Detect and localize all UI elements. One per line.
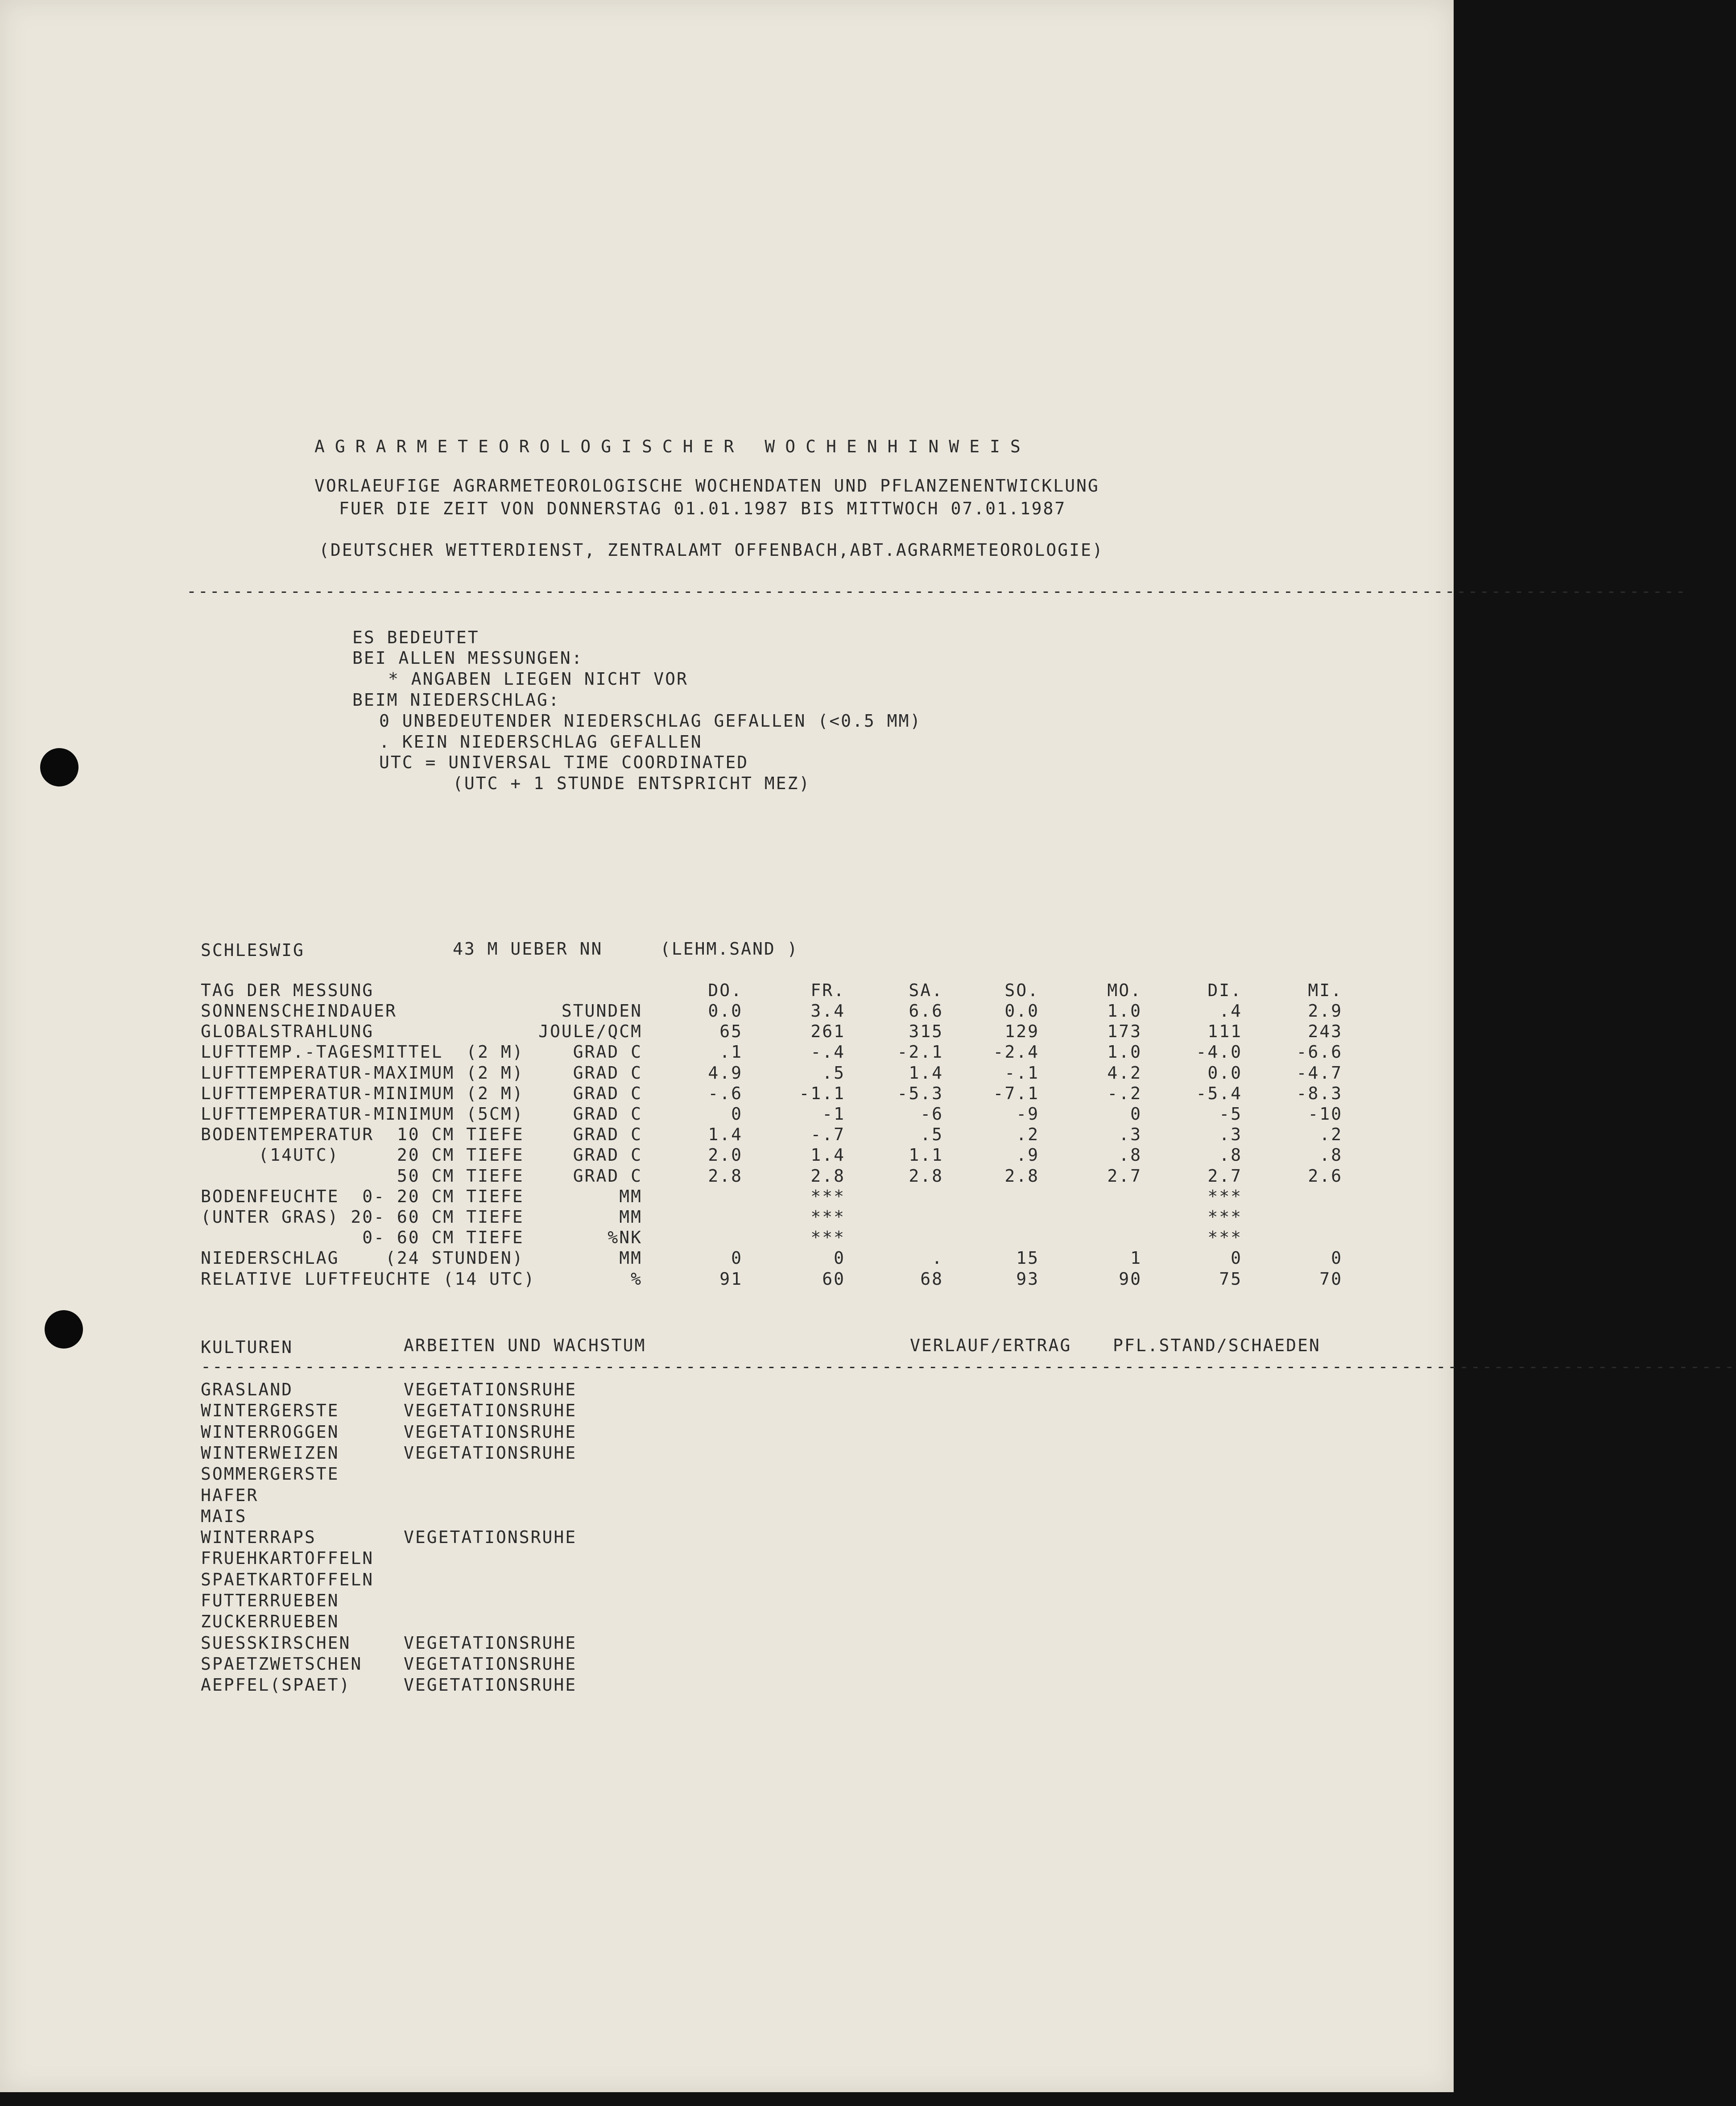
- table-row-label: LUFTTEMPERATUR-MINIMUM (2 M): [201, 1084, 524, 1103]
- table-cell: -8.3: [1296, 1084, 1343, 1103]
- table-row-unit: GRAD C: [573, 1063, 642, 1083]
- table-row-label: SONNENSCHEINDAUER: [201, 1001, 397, 1021]
- period-line: FUER DIE ZEIT VON DONNERSTAG 01.01.1987 BIS MITTWOCH 07.01.1987: [339, 499, 1066, 518]
- day-header: FR.: [810, 981, 845, 1000]
- table-cell: .3: [1119, 1125, 1142, 1144]
- table-cell: 2.0: [708, 1145, 743, 1165]
- crop-status: VEGETATIONSRUHE: [404, 1443, 577, 1463]
- table-cell: .5: [822, 1063, 845, 1083]
- table-row-label: LUFTTEMP.-TAGESMITTEL (2 M): [201, 1042, 524, 1062]
- crop-status: VEGETATIONSRUHE: [404, 1675, 577, 1695]
- table-cell: -2.1: [897, 1042, 943, 1062]
- crop-status: VEGETATIONSRUHE: [404, 1380, 577, 1399]
- table-cell: -10: [1308, 1104, 1343, 1124]
- table-cell: 0: [731, 1248, 743, 1268]
- table-cell: -.7: [810, 1125, 845, 1144]
- legend-line: 0 UNBEDEUTENDER NIEDERSCHLAG GEFALLEN (<0.5 MM): [379, 711, 922, 731]
- table-row-unit: MM: [619, 1248, 642, 1268]
- divider-top: ----------------------------------------------------------------------------------------------------------------------------------: [186, 581, 1687, 601]
- table-cell: -1.1: [799, 1084, 845, 1103]
- day-header: SA.: [909, 981, 943, 1000]
- table-cell: 2.7: [1207, 1166, 1242, 1186]
- station-elevation: 43 M UEBER NN: [453, 939, 603, 959]
- table-row-unit: GRAD C: [573, 1145, 642, 1165]
- table-row-unit: GRAD C: [573, 1042, 642, 1062]
- table-cell: .: [932, 1248, 943, 1268]
- table-cell: 111: [1207, 1022, 1242, 1041]
- table-cell: 0: [1130, 1104, 1142, 1124]
- table-cell: .2: [1319, 1125, 1343, 1144]
- table-cell: .3: [1219, 1125, 1242, 1144]
- table-row-label: 0- 60 CM TIEFE: [201, 1228, 524, 1247]
- crop-name: WINTERGERSTE: [201, 1401, 339, 1420]
- table-row-unit: MM: [619, 1207, 642, 1227]
- table-cell: .5: [920, 1125, 943, 1144]
- crop-name: AEPFEL(SPAET): [201, 1675, 351, 1695]
- table-cell: 0: [731, 1104, 743, 1124]
- source-line: (DEUTSCHER WETTERDIENST, ZENTRALAMT OFFENBACH,ABT.AGRARMETEOROLOGIE): [319, 540, 1104, 560]
- crop-name: HAFER: [201, 1485, 259, 1505]
- table-cell: 2.7: [1107, 1166, 1142, 1186]
- table-cell: 75: [1219, 1269, 1242, 1289]
- legend-line: BEIM NIEDERSCHLAG:: [352, 690, 560, 710]
- legend-line: * ANGABEN LIEGEN NICHT VOR: [388, 669, 688, 689]
- crops-head-kulturen: KULTUREN: [201, 1337, 293, 1357]
- crop-status: VEGETATIONSRUHE: [404, 1422, 577, 1442]
- legend-line: . KEIN NIEDERSCHLAG GEFALLEN: [379, 732, 703, 752]
- table-cell: -6: [920, 1104, 943, 1124]
- table-cell: 1.0: [1107, 1042, 1142, 1062]
- table-row-unit: GRAD C: [573, 1125, 642, 1144]
- table-cell: 68: [920, 1269, 943, 1289]
- table-row-unit: MM: [619, 1187, 642, 1206]
- table-cell: 1.1: [909, 1145, 943, 1165]
- table-cell: 243: [1308, 1022, 1343, 1041]
- table-cell: -4.0: [1196, 1042, 1242, 1062]
- table-cell: .4: [1219, 1001, 1242, 1021]
- table-cell: 4.9: [708, 1063, 743, 1083]
- table-cell: .8: [1119, 1145, 1142, 1165]
- table-cell: 261: [810, 1022, 845, 1041]
- table-cell: ***: [810, 1187, 845, 1206]
- crop-name: WINTERROGGEN: [201, 1422, 339, 1442]
- table-cell: 1.4: [708, 1125, 743, 1144]
- table-row-unit: GRAD C: [573, 1104, 642, 1124]
- table-row-unit: %NK: [608, 1228, 642, 1247]
- table-row-label: GLOBALSTRAHLUNG: [201, 1022, 374, 1041]
- divider-crops: -------------------------------------------------------------------------------------------------------------------------------------: [201, 1357, 1736, 1376]
- table-cell: -1: [822, 1104, 845, 1124]
- table-cell: 1.4: [909, 1063, 943, 1083]
- crop-name: WINTERRAPS: [201, 1527, 316, 1547]
- table-row-label: (UNTER GRAS) 20- 60 CM TIEFE: [201, 1207, 524, 1227]
- table-cell: .9: [1016, 1145, 1039, 1165]
- table-row-unit: GRAD C: [573, 1084, 642, 1103]
- table-row-unit: STUNDEN: [561, 1001, 642, 1021]
- day-header: MI.: [1308, 981, 1343, 1000]
- table-cell: 91: [719, 1269, 743, 1289]
- legend-line: (UTC + 1 STUNDE ENTSPRICHT MEZ): [453, 774, 811, 793]
- punch-hole-top: [40, 748, 79, 786]
- table-row-unit: GRAD C: [573, 1166, 642, 1186]
- table-row-label: LUFTTEMPERATUR-MAXIMUM (2 M): [201, 1063, 524, 1083]
- table-cell: 65: [719, 1022, 743, 1041]
- table-cell: 0.0: [1004, 1001, 1039, 1021]
- day-header: DO.: [708, 981, 743, 1000]
- crop-name: SPAETZWETSCHEN: [201, 1654, 363, 1674]
- table-row-label: LUFTTEMPERATUR-MINIMUM (5CM): [201, 1104, 524, 1124]
- crop-status: VEGETATIONSRUHE: [404, 1527, 577, 1547]
- table-cell: 1.4: [810, 1145, 845, 1165]
- crop-status: VEGETATIONSRUHE: [404, 1633, 577, 1653]
- table-cell: 6.6: [909, 1001, 943, 1021]
- crop-name: SPAETKARTOFFELN: [201, 1570, 374, 1589]
- crop-name: FRUEHKARTOFFELN: [201, 1548, 374, 1568]
- table-cell: 2.8: [1004, 1166, 1039, 1186]
- table-cell: 2.8: [909, 1166, 943, 1186]
- table-row-label: (14UTC) 20 CM TIEFE: [201, 1145, 524, 1165]
- table-cell: 1.0: [1107, 1001, 1142, 1021]
- table-cell: 2.6: [1308, 1166, 1343, 1186]
- crop-name: MAIS: [201, 1506, 247, 1526]
- table-cell: -.2: [1107, 1084, 1142, 1103]
- table-cell: 2.8: [708, 1166, 743, 1186]
- crop-status: VEGETATIONSRUHE: [404, 1654, 577, 1674]
- table-cell: 0: [1231, 1248, 1242, 1268]
- table-cell: -2.4: [993, 1042, 1039, 1062]
- table-row-label: RELATIVE LUFTFEUCHTE (14 UTC): [201, 1269, 536, 1289]
- table-cell: 90: [1119, 1269, 1142, 1289]
- table-cell: 0.0: [1207, 1063, 1242, 1083]
- table-row-label: NIEDERSCHLAG (24 STUNDEN): [201, 1248, 524, 1268]
- table-cell: -5: [1219, 1104, 1242, 1124]
- table-cell: 0: [834, 1248, 845, 1268]
- table-cell: -.4: [810, 1042, 845, 1062]
- crops-head-arbeiten: ARBEITEN UND WACHSTUM: [404, 1336, 646, 1355]
- legend-line: UTC = UNIVERSAL TIME COORDINATED: [379, 753, 749, 772]
- table-cell: -5.4: [1196, 1084, 1242, 1103]
- table-cell: ***: [1207, 1228, 1242, 1247]
- table-row-unit: %: [631, 1269, 642, 1289]
- document-title: AGRARMETEOROLOGISCHER WOCHENHINWEIS: [314, 437, 1031, 456]
- crop-name: GRASLAND: [201, 1380, 293, 1399]
- table-cell: 173: [1107, 1022, 1142, 1041]
- table-cell: 4.2: [1107, 1063, 1142, 1083]
- crop-name: FUTTERRUEBEN: [201, 1591, 339, 1610]
- table-cell: 315: [909, 1022, 943, 1041]
- table-cell: -7.1: [993, 1084, 1039, 1103]
- day-header: MO.: [1107, 981, 1142, 1000]
- table-cell: 2.9: [1308, 1001, 1343, 1021]
- table-cell: ***: [1207, 1207, 1242, 1227]
- table-cell: -5.3: [897, 1084, 943, 1103]
- crops-head-verlauf: VERLAUF/ERTRAG: [910, 1336, 1072, 1355]
- crops-head-schaeden: PFL.STAND/SCHAEDEN: [1113, 1336, 1321, 1355]
- table-row-unit: JOULE/QCM: [538, 1022, 642, 1041]
- table-head-label: TAG DER MESSUNG: [201, 981, 374, 1000]
- table-cell: 0: [1331, 1248, 1343, 1268]
- station-name: SCHLESWIG: [201, 940, 305, 960]
- day-header: DI.: [1207, 981, 1242, 1000]
- crop-status: VEGETATIONSRUHE: [404, 1401, 577, 1420]
- document-subtitle: VORLAEUFIGE AGRARMETEOROLOGISCHE WOCHENDATEN UND PFLANZENENTWICKLUNG: [314, 476, 1099, 496]
- crop-name: SUESSKIRSCHEN: [201, 1633, 351, 1653]
- table-cell: -6.6: [1296, 1042, 1343, 1062]
- table-row-label: BODENTEMPERATUR 10 CM TIEFE: [201, 1125, 524, 1144]
- table-cell: 60: [822, 1269, 845, 1289]
- table-cell: 93: [1016, 1269, 1039, 1289]
- table-cell: ***: [1207, 1187, 1242, 1206]
- table-cell: 70: [1319, 1269, 1343, 1289]
- table-cell: 129: [1004, 1022, 1039, 1041]
- day-header: SO.: [1004, 981, 1039, 1000]
- table-row-label: BODENFEUCHTE 0- 20 CM TIEFE: [201, 1187, 524, 1206]
- table-cell: -.1: [1004, 1063, 1039, 1083]
- punch-hole-bottom: [45, 1310, 83, 1349]
- table-cell: 15: [1016, 1248, 1039, 1268]
- table-cell: .8: [1219, 1145, 1242, 1165]
- table-cell: .2: [1016, 1125, 1039, 1144]
- table-cell: 3.4: [810, 1001, 845, 1021]
- table-cell: .8: [1319, 1145, 1343, 1165]
- station-soil: (LEHM.SAND ): [660, 939, 799, 959]
- table-cell: 2.8: [810, 1166, 845, 1186]
- crop-name: ZUCKERRUEBEN: [201, 1612, 339, 1631]
- table-cell: -9: [1016, 1104, 1039, 1124]
- table-cell: -.6: [708, 1084, 743, 1103]
- crop-name: WINTERWEIZEN: [201, 1443, 339, 1463]
- table-cell: ***: [810, 1207, 845, 1227]
- legend-line: ES BEDEUTET: [352, 628, 479, 647]
- table-cell: ***: [810, 1228, 845, 1247]
- table-cell: -4.7: [1296, 1063, 1343, 1083]
- table-cell: 0.0: [708, 1001, 743, 1021]
- crop-name: SOMMERGERSTE: [201, 1464, 339, 1484]
- table-cell: .1: [719, 1042, 743, 1062]
- table-row-label: 50 CM TIEFE: [201, 1166, 524, 1186]
- legend-line: BEI ALLEN MESSUNGEN:: [352, 648, 583, 668]
- table-cell: 1: [1130, 1248, 1142, 1268]
